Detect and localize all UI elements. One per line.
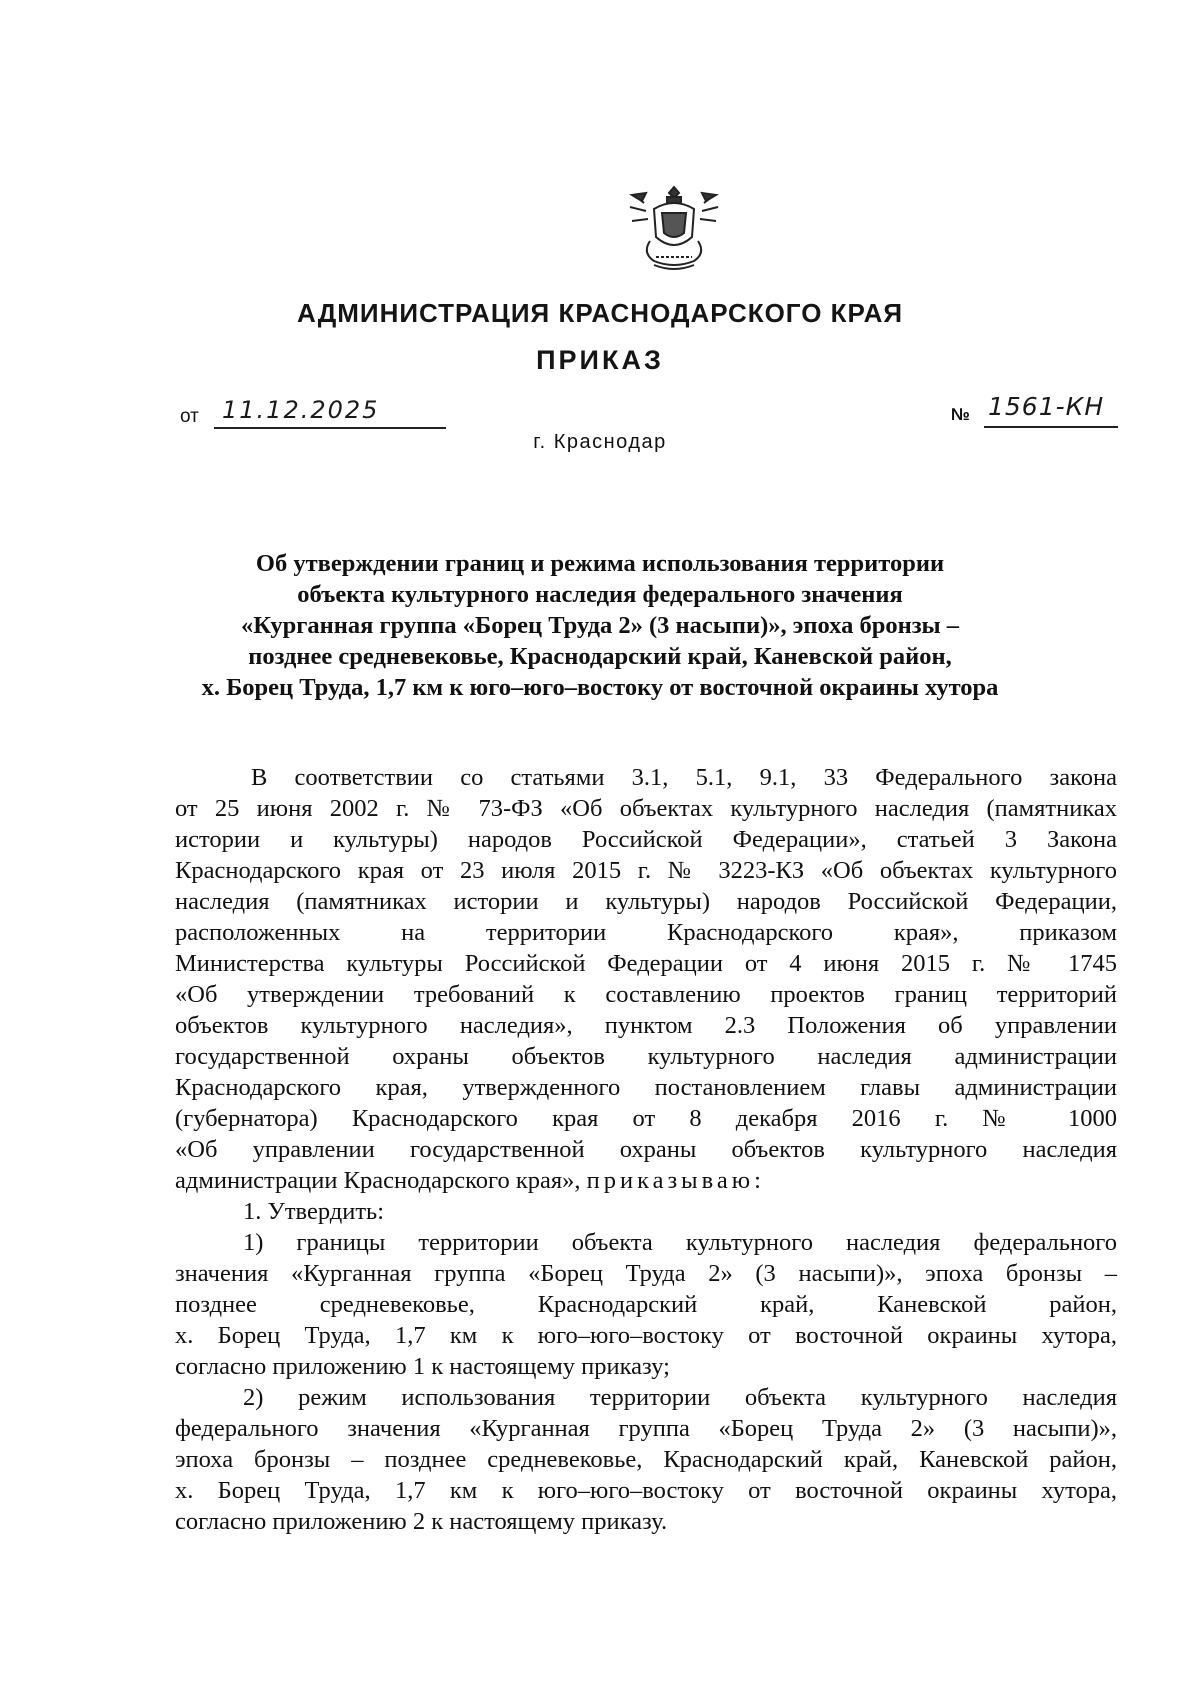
body-line: х. Борец Труда, 1,7 км к юго–юго–востоку от восточной окраины хутора, xyxy=(175,1322,1117,1349)
title-line: «Курганная группа «Борец Труда 2» (3 насыпи)», эпоха бронзы – xyxy=(240,612,960,639)
body-line: согласно приложению 1 к настоящему приказу; xyxy=(175,1353,670,1380)
body-line: Краснодарского края, утвержденного постановлением главы администрации xyxy=(175,1074,1117,1101)
body-line: истории и культуры) народов Российской Федерации», статьей 3 Закона xyxy=(175,826,1117,853)
body-line: Краснодарского края от 23 июля 2015 г. № 3223-КЗ «Об объектах культурного xyxy=(175,857,1117,884)
title-line: х. Борец Труда, 1,7 км к юго–юго–востоку от восточной окраины хутора xyxy=(201,674,999,701)
number-label: № xyxy=(951,405,970,424)
body-line: (губернатора) Краснодарского края от 8 декабря 2016 г. № 1000 xyxy=(175,1105,1117,1132)
body-line: от 25 июня 2002 г. № 73-ФЗ «Об объектах культурного наследия (памятниках xyxy=(175,795,1117,822)
document-number: 1561-КН xyxy=(984,392,1118,428)
body-line: эпоха бронзы – позднее средневековье, Краснодарский край, Каневской район, xyxy=(175,1446,1117,1473)
body-line: позднее средневековье, Краснодарский край, Каневской район, xyxy=(175,1291,1117,1318)
date-label: от xyxy=(180,406,199,427)
body-line: наследия (памятниках истории и культуры) народов Российской Федерации, xyxy=(175,888,1117,915)
city: г. Краснодар xyxy=(533,431,667,453)
coat-of-arms-emblem xyxy=(624,183,724,275)
body-line: объектов культурного наследия», пунктом 2.3 Положения об управлении xyxy=(175,1012,1117,1039)
body-line: расположенных на территории Краснодарского края», приказом xyxy=(175,919,1117,946)
body-line: федерального значения «Курганная группа «Борец Труда 2» (3 насыпи)», xyxy=(175,1415,1117,1442)
title-line: позднее средневековье, Краснодарский край, Каневской район, xyxy=(248,643,952,670)
body-line: В соответствии со статьями 3.1, 5.1, 9.1, 33 Федерального закона xyxy=(251,764,1117,791)
organization-name: АДМИНИСТРАЦИЯ КРАСНОДАРСКОГО КРАЯ xyxy=(296,298,904,328)
body-line: Министерства культуры Российской Федерации от 4 июня 2015 г. № 1745 xyxy=(175,950,1117,977)
document-title xyxy=(150,548,1050,703)
document-type: ПРИКАЗ xyxy=(536,345,664,375)
spaced-word: приказываю: xyxy=(586,1167,765,1194)
body-line: согласно приложению 2 к настоящему приказу. xyxy=(175,1508,668,1535)
body-line: х. Борец Труда, 1,7 км к юго–юго–востоку от восточной окраины хутора, xyxy=(175,1477,1117,1504)
body-line: 1) границы территории объекта культурного наследия федерального xyxy=(243,1229,1117,1256)
title-line: Об утверждении границ и режима использования территории xyxy=(255,550,945,577)
body-line: «Об утверждении требований к составлению проектов границ территорий xyxy=(175,981,1117,1008)
document-body xyxy=(175,762,1117,1537)
body-text: администрации Краснодарского края», xyxy=(175,1167,581,1194)
body-line xyxy=(175,1165,1117,1196)
body-line: 2) режим использования территории объекта культурного наследия xyxy=(243,1384,1117,1411)
body-line: государственной охраны объектов культурного наследия администрации xyxy=(175,1043,1117,1070)
item-1: 1. Утвердить: xyxy=(243,1198,385,1225)
body-line: значения «Курганная группа «Борец Труда 2» (3 насыпи)», эпоха бронзы – xyxy=(175,1260,1117,1287)
body-line: «Об управлении государственной охраны объектов культурного наследия xyxy=(175,1136,1117,1163)
document-date: 11.12.2025 xyxy=(214,396,446,429)
title-line: объекта культурного наследия федерального значения xyxy=(297,581,903,608)
